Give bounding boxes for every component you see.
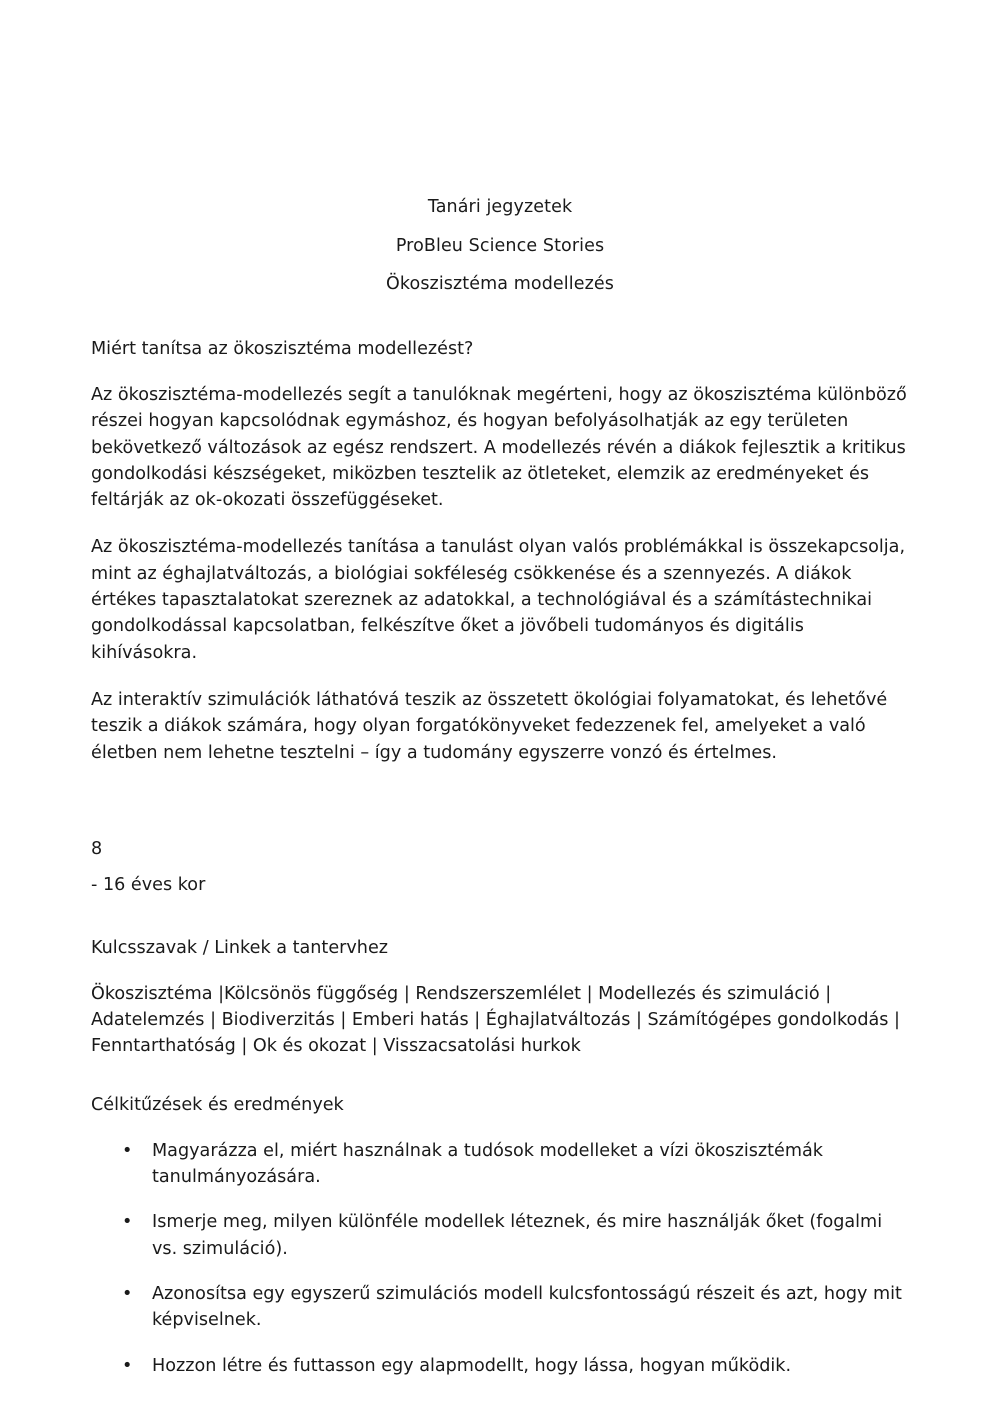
intro-paragraph-3: Az interaktív szimulációk láthatóvá teszik az összetett ökológiai folyamatokat, és lehetővé teszik a diákok számára, hogy olyan forgatókönyveket fedezzenek fel, amelyeket a való életben nem lehetne tesztelni – így a tudomány egyszerre vonzó és értelmes. (91, 689, 888, 763)
intro-paragraph-1: Az ökoszisztéma-modellezés segít a tanulóknak megérteni, hogy az ökoszisztéma különböző részei hogyan kapcsolódnak egymáshoz, és hogyan befolyásolhatják az egy területen bekövetkező változások az egész rendszert. A modellezés révén a diákok fejlesztik a kritikus gondolkodási készségeket, miközben tesztelik az ötleteket, elemzik az eredményeket és feltárják az ok-okozati összefüggéseket. (91, 385, 907, 511)
document-title-line-2: ProBleu Science Stories (395, 235, 605, 256)
document-body (91, 336, 909, 1379)
document-title-line-1: Tanári jegyzetek (427, 197, 573, 217)
objective-text: Ismerje meg, milyen különféle modellek léteznek, és mire használják őket (fogalmi vs. szimuláció). (152, 1212, 883, 1259)
list-item (91, 1138, 909, 1191)
spacer-before-age (91, 787, 909, 831)
bullet-marker-icon: • (122, 1283, 133, 1304)
spacer-before-objectives (91, 1060, 909, 1092)
objective-text: Hozzon létre és futtasson egy alapmodellt, hogy lássa, hogyan működik. (152, 1355, 792, 1376)
list-item (91, 1281, 909, 1334)
document-title-block (0, 188, 1000, 304)
keywords-heading: Kulcsszavak / Linkek a tantervhez (91, 937, 389, 958)
age-range-line-2: - 16 éves kor (91, 874, 206, 895)
document-title-line-3: Ökoszisztéma modellezés (386, 274, 614, 294)
objective-text: Azonosítsa egy egyszerű szimulációs modell kulcsfontosságú részeit és azt, hogy mit képviselnek. (152, 1283, 902, 1331)
keywords-list: Ökoszisztéma |Kölcsönös függőség | Rendszerszemlélet | Modellezés és szimuláció | Adatelemzés | Biodiverzitás | Emberi hatás | Éghajlatváltozás | Számítógépes gondolkodás | Fenntarthatóság | Ok és okozat | Visszacsatolási hurkok (91, 983, 900, 1057)
list-item (91, 1209, 909, 1262)
objectives-list (91, 1138, 909, 1379)
why-teach-heading: Miért tanítsa az ökoszisztéma modellezést? (91, 339, 474, 359)
objectives-heading: Célkitűzések és eredmények (91, 1094, 344, 1115)
intro-paragraph-2: Az ökoszisztéma-modellezés tanítása a tanulást olyan valós problémákkal is összekapcsolja, mint az éghajlatváltozás, a biológiai sokféleség csökkenése és a szennyezés. A diákok értékes tapasztalatokat szereznek az adatokkal, a technológiával és a számítástechnikai gondolkodással kapcsolatban, felkészítve őket a jövőbeli tudományos és digitális kihívásokra. (91, 537, 906, 663)
objective-text: Magyarázza el, miért használnak a tudósok modelleket a vízi ökoszisztémák tanulmányozására. (152, 1140, 823, 1188)
age-range-line-1: 8 (91, 838, 103, 859)
bullet-marker-icon: • (122, 1355, 133, 1376)
bullet-marker-icon: • (122, 1140, 133, 1161)
spacer-before-keywords (91, 903, 909, 935)
bullet-marker-icon: • (122, 1212, 133, 1233)
list-item (91, 1353, 909, 1379)
